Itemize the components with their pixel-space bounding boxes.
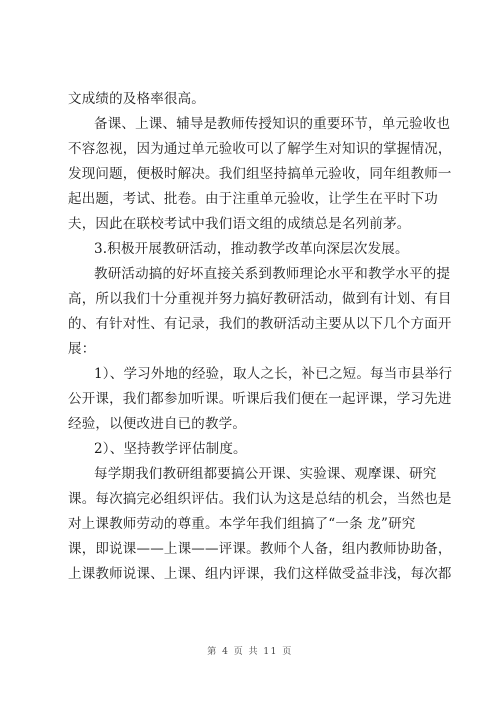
text-line: 高，所以我们十分重视并努力搞好教研活动，做到有计划、有目 (68, 291, 452, 307)
text-line: 经验，以便改进自已的教学。 (68, 416, 247, 432)
section-heading: 3.积极开展教研活动，推动教学改革向深层次发展。 (94, 241, 409, 257)
text-line: 备课、上课、辅导是教师传授知识的重要环节，单元验收也 (94, 116, 451, 132)
text-line: 文成绩的及格率很高。 (68, 91, 205, 107)
page-number-footer: 第 4 页 共 11 页 (207, 647, 293, 657)
text-line: 公开课，我们都参加听课。听课后我们便在一起评课，学习先进 (68, 391, 452, 407)
text-line: 每学期我们教研组都要搞公开课、实验课、观摩课、研究 (94, 466, 437, 482)
list-item-text: 1）、学习外地的经验，取人之长，补已之短。每当市县举行 (94, 366, 453, 382)
text-line: 上课教师说课、上课、组内评课，我们这样做受益非浅，每次都 (68, 566, 452, 582)
text-line: 的、有针对性、有记录，我们的教研活动主要从以下几个方面开 (68, 316, 452, 332)
text-line: 发现问题，便极时解决。我们组坚持搞单元验收，同年组教师一 (68, 166, 452, 182)
text-line: 夫，因此在联校考试中我们语文组的成绩总是名列前茅。 (68, 216, 411, 232)
text-line: 课，即说课——上课——评课。教师个人备，组内教师协助备， (68, 541, 452, 557)
text-line: 教研活动搞的好坏直接关系到教师理论水平和教学水平的提 (94, 266, 451, 282)
list-item-text: 2）、坚持教学评估制度。 (94, 441, 247, 457)
text-line: 对上课教师劳动的尊重。本学年我们组搞了“一条 龙”研究 (68, 516, 416, 532)
text-line: 不容忽视，因为通过单元验收可以了解学生对知识的掌握情况， (68, 141, 452, 157)
text-line: 起出题，考试、批卷。由于注重单元验收，让学生在平时下功 (68, 191, 438, 207)
text-line: 展： (68, 341, 96, 357)
text-line: 课。每次搞完必组织评估。我们认为这是总结的机会，当然也是 (68, 491, 452, 507)
